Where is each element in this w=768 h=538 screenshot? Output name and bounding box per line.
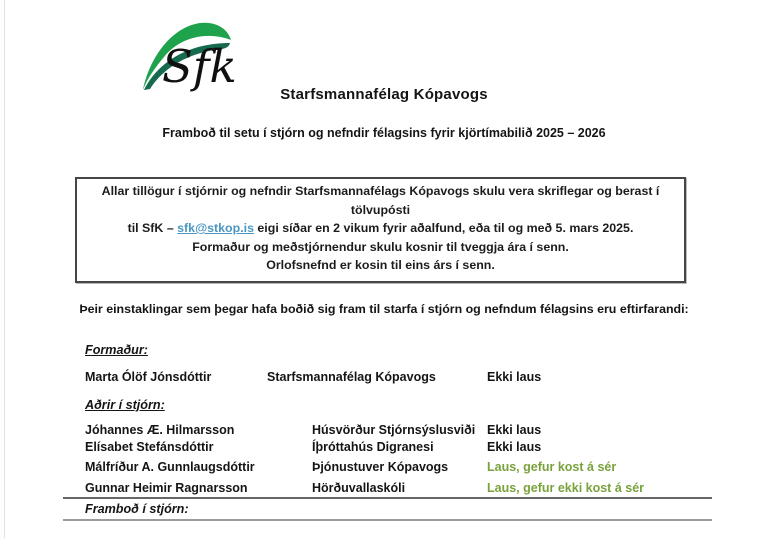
candidate-workplace: Starfsmannafélag Kópavogs [267,370,436,384]
notice-line4: Orlofsnefnd er kosin til eins árs í senn. [266,258,495,272]
candidate-name: Marta Ólöf Jónsdóttir [85,370,212,384]
candidate-name: Málfríður A. Gunnlaugsdóttir [85,460,255,474]
candidate-name: Elísabet Stefánsdóttir [85,440,214,454]
logo-text: Sfk [162,40,237,93]
notice-line3: Formaður og meðstjórnendur skulu kosnir til tveggja ára í senn. [192,239,569,254]
candidate-name: Gunnar Heimir Ragnarsson [85,481,248,495]
candidate-status: Laus, gefur kost á sér [487,460,617,474]
notice-box [75,177,686,283]
candidate-row [0,370,768,386]
email-link[interactable]: sfk@stkop.is [177,221,254,235]
notice-line2-before: til SfK – [127,221,178,235]
intro-paragraph: Þeir einstaklingar sem þegar hafa boðið sig fram til starfa í stjórn og nefndum félagsins eru eftirfarandi: [79,302,689,316]
candidate-row [0,460,768,476]
notice-line1: Allar tillögur í stjórnir og nefndir Starfsmannafélags Kópavogs skulu vera skriflegar og berast í tölvupósti [101,184,660,217]
candidate-status: Ekki laus [487,423,542,437]
candidate-workplace: Húsvörður Stjórnsýslusviði [312,423,476,437]
sfk-logo-graphic [136,16,238,96]
candidate-workplace: Hörðuvallaskóli [312,481,406,495]
section-heading-chairman: Formaður: [85,343,148,357]
candidate-workplace: Íþróttahús Digranesi [312,440,434,454]
candidate-row [0,440,768,456]
section-heading-framboð [63,497,712,521]
candidate-status: Ekki laus [487,440,542,454]
candidate-workplace: Þjónustuver Kópavogs [312,460,449,474]
sfk-logo [136,16,238,96]
footer-heading-label: Framboð í stjórn: [85,502,189,516]
page-subtitle: Framboð til setu í stjórn og nefndir félagsins fyrir kjörtímabilið 2025 – 2026 [162,126,606,140]
page-title: Starfsmannafélag Kópavogs [280,86,488,103]
candidate-row [0,481,768,497]
candidate-row [0,423,768,439]
section-heading-board: Aðrir í stjórn: [85,398,165,412]
candidate-status: Ekki laus [487,370,542,384]
candidate-name: Jóhannes Æ. Hilmarsson [85,423,235,437]
page-edge [4,0,5,538]
notice-line2-after: eigi síðar en 2 vikum fyrir aðalfund, eða til og með 5. mars 2025. [253,221,634,235]
candidate-status: Laus, gefur ekki kost á sér [487,481,645,495]
